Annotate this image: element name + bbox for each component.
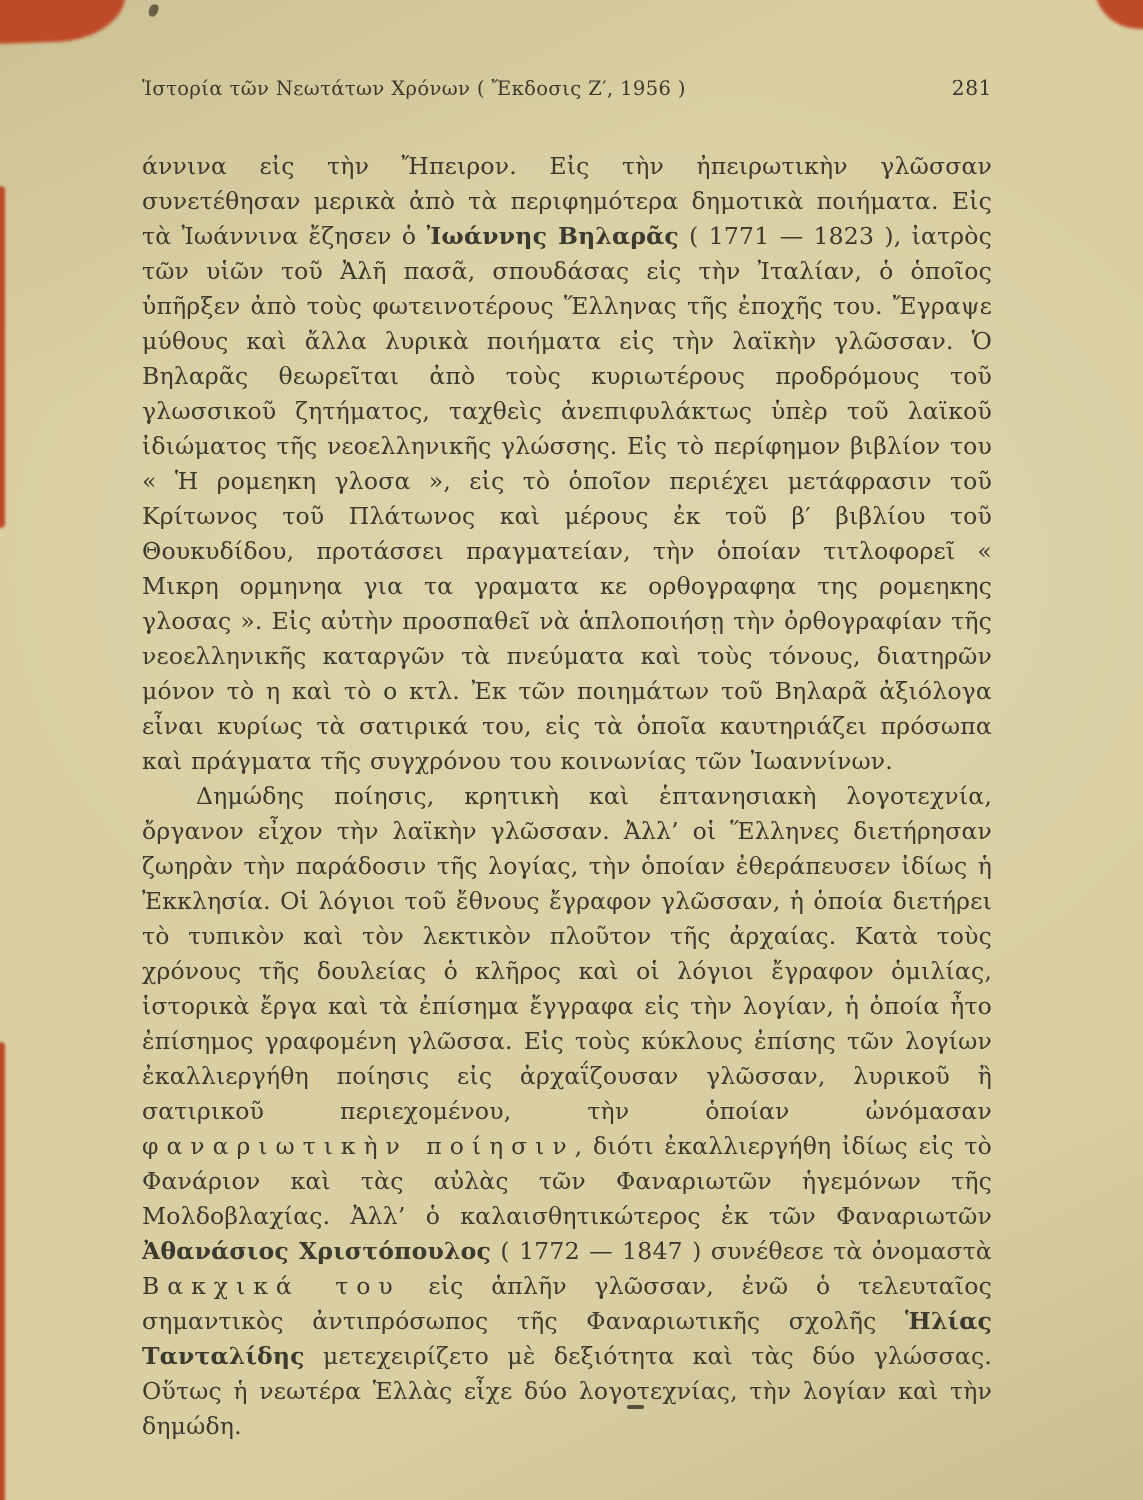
text-segment: , διότι ἐκαλλιεργήθη ἰδίως εἰς τὸ Φανάριον καὶ τὰς αὐλὰς τῶν Φαναριωτῶν ἡγεμόνων τῆς Μολδοβλαχίας. Ἀλλ’ ὁ καλαισθητικώτερος ἐκ τῶν Φαναριωτῶν: [142, 1132, 992, 1230]
text-segment: Δημώδης ποίησις, κρητικὴ καὶ ἑπτανησιακὴ λογοτεχνία, ὄργανον εἶχον τὴν λαϊκὴν γλῶσσαν. Ἀλλ’ οἱ Ἕλληνες διετήρησαν ζωηρὰν τὴν παράδοσιν τῆς λογίας, τὴν ὁποίαν ἐθεράπευσεν ἰδίως ἡ Ἐκκλησία. Οἱ λόγιοι τοῦ ἔθνους ἔγραφον γλῶσσαν, ἡ ὁποία διετήρει τὸ τυπικὸν καὶ τὸν λεκτικὸν πλοῦτον τῆς ἀρχαίας. Κατὰ τοὺς χρόνους τῆς δουλείας ὁ κλῆρος καὶ οἱ λόγιοι ἔγραφον ὁμιλίας, ἱστορικὰ ἔργα καὶ τὰ ἐπίσημα ἔγγραφα εἰς τὴν λογίαν, ἡ ὁποία ἦτο ἐπίσημος γραφομένη γλῶσσα. Εἰς τοὺς κύκλους ἐπίσης τῶν λογίων ἐκαλλιεργήθη ποίησις εἰς ἀρχαΐζουσαν γλῶσσαν, λυρικοῦ ἢ σατιρικοῦ περιεχομένου, τὴν ὁποίαν ὠνόμασαν: [142, 782, 992, 1125]
paragraph: [142, 779, 992, 1444]
emphasized-name: Ἡλίας Τανταλίδης: [142, 1307, 992, 1370]
red-edge-artifact-left-upper: [0, 186, 5, 528]
text-segment: μετεχειρίζετο μὲ δεξιότητα καὶ τὰς δύο γλώσσας. Οὕτως ἡ νεωτέρα Ἑλλὰς εἶχε δύο λογοτεχνίας, τὴν λογίαν καὶ τὴν δημώδη.: [142, 1342, 992, 1440]
letterspaced-term: Βακχικά του: [142, 1272, 401, 1300]
paragraph: [142, 149, 992, 779]
running-title: Ἱστορία τῶν Νεωτάτων Χρόνων ( Ἔκδοσις Ζ′, 1956 ): [142, 77, 686, 100]
letterspaced-term: φαναριωτικὴν ποίησιν: [142, 1132, 575, 1160]
page-body: [142, 149, 992, 1444]
red-edge-artifact-left-lower: [0, 1042, 5, 1500]
red-edge-artifact-top-right: [1092, 0, 1143, 30]
page-number: 281: [951, 76, 992, 100]
text-segment: ( 1772 — 1847 ) συνέθεσε τὰ ὀνομαστὰ: [491, 1237, 992, 1265]
red-edge-artifact-top-left: [0, 0, 127, 45]
text-segment: άννινα εἰς τὴν Ἤπειρον. Εἰς τὴν ἠπειρωτικὴν γλῶσσαν συνετέθησαν μερικὰ ἀπὸ τὰ περιφημότερα δημοτικὰ ποιήματα. Εἰς τὰ Ἰωάννινα ἔζησεν ὁ: [142, 152, 992, 250]
emphasized-name: Ἀθανάσιος Χριστόπουλος: [142, 1237, 492, 1265]
emphasized-name: Ἰωάννης Βηλαρᾶς: [426, 222, 679, 250]
ink-speck-mark: [147, 3, 160, 18]
text-segment: ( 1771 — 1823 ), ἰατρὸς τῶν υἱῶν τοῦ Ἀλῆ πασᾶ, σπουδάσας εἰς τὴν Ἰταλίαν, ὁ ὁποῖος ὑπῆρξεν ἀπὸ τοὺς φωτεινοτέρους Ἕλληνας τῆς ἐποχῆς του. Ἔγραψε μύθους καὶ ἄλλα λυρικὰ ποιήματα εἰς τὴν λαϊκὴν γλῶσσαν. Ὁ Βηλαρᾶς θεωρεῖται ἀπὸ τοὺς κυριωτέρους προδρόμους τοῦ γλωσσικοῦ ζητήματος, ταχθεὶς ἀνεπιφυλάκτως ὑπὲρ τοῦ λαϊκοῦ ἰδιώματος τῆς νεοελληνικῆς γλώσσης. Εἰς τὸ περίφημον βιβλίον του « Ἡ ρομεηκη γλοσα », εἰς τὸ ὁποῖον περιέχει μετάφρασιν τοῦ Κρίτωνος τοῦ Πλάτωνος καὶ μέρους ἐκ τοῦ β′ βιβλίου τοῦ Θουκυδίδου, προτάσσει πραγματείαν, τὴν ὁποίαν τιτλοφορεῖ « Μικρη ορμηνηα για τα γραματα κε ορθογραφηα της ρομεηκης γλοσας ». Εἰς αὐτὴν προσπαθεῖ νὰ ἁπλοποιήσῃ τὴν ὀρθογραφίαν τῆς νεοελληνικῆς καταργῶν τὰ πνεύματα καὶ τοὺς τόνους, διατηρῶν μόνον τὸ η καὶ τὸ ο κτλ. Ἐκ τῶν ποιημάτων τοῦ Βηλαρᾶ ἀξιόλογα εἶναι κυρίως τὰ σατιρικά του, εἰς τὰ ὁποῖα καυτηριάζει πρόσωπα καὶ πράγματα τῆς συγχρόνου του κοινωνίας τῶν Ἰωαννίνων.: [142, 222, 992, 775]
text-segment: εἰς ἁπλῆν γλῶσσαν, ἐνῶ ὁ τελευταῖος σημαντικὸς ἀντιπρόσωπος τῆς Φαναριωτικῆς σχολῆς: [142, 1272, 992, 1335]
running-head: [142, 76, 992, 100]
